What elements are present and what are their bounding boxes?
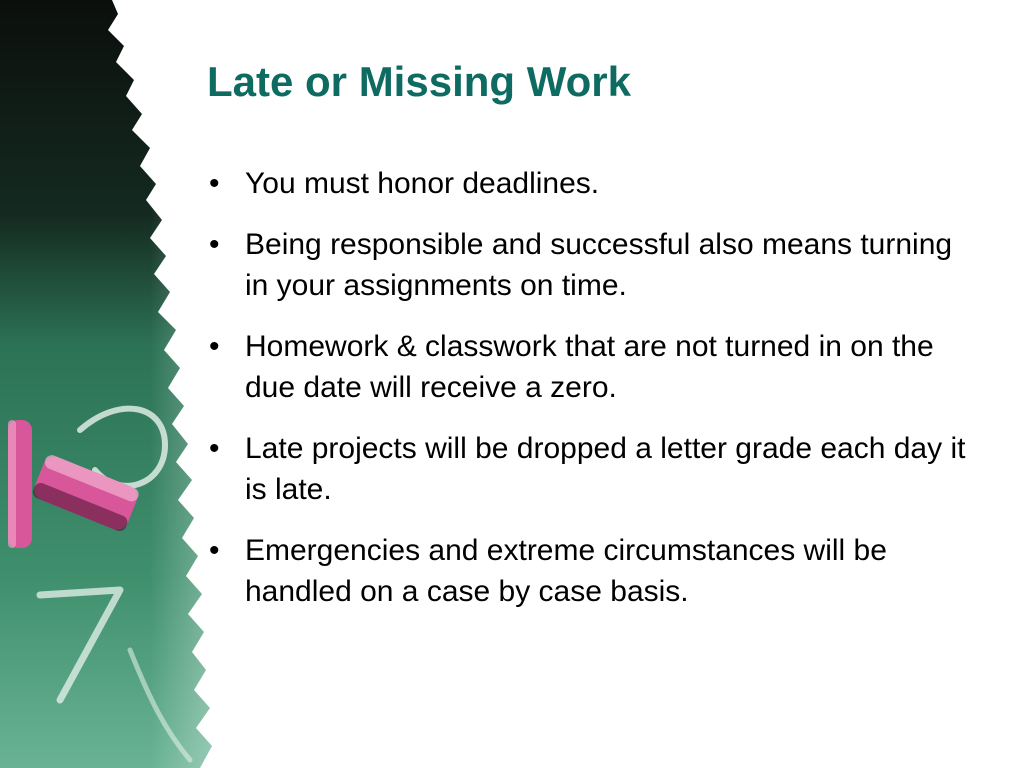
- bullet-text: Being responsible and successful also means turning in your assignments on time.: [245, 228, 953, 302]
- bullet-marker: •: [209, 432, 220, 465]
- bullet-marker: •: [209, 228, 220, 261]
- bullet-marker: •: [209, 534, 220, 567]
- bullet-text: Late projects will be dropped a letter grade each day it is late.: [245, 432, 966, 506]
- bullet-text: You must honor deadlines.: [245, 167, 600, 200]
- slide-title: Late or Missing Work: [207, 58, 631, 105]
- bullet-item: [207, 224, 967, 306]
- bullet-item: [207, 163, 967, 204]
- bullet-text: Homework & classwork that are not turned in on the due date will receive a zero.: [245, 330, 934, 404]
- bullet-item: [207, 326, 967, 408]
- bullet-item: [207, 428, 967, 510]
- bullet-marker: •: [209, 330, 220, 363]
- bullet-marker: •: [209, 167, 220, 200]
- bullet-list: [207, 163, 967, 632]
- bullet-item: [207, 530, 967, 612]
- bullet-text: Emergencies and extreme circumstances will be handled on a case by case basis.: [245, 534, 887, 608]
- chalkboard-chalk-image: [0, 0, 240, 768]
